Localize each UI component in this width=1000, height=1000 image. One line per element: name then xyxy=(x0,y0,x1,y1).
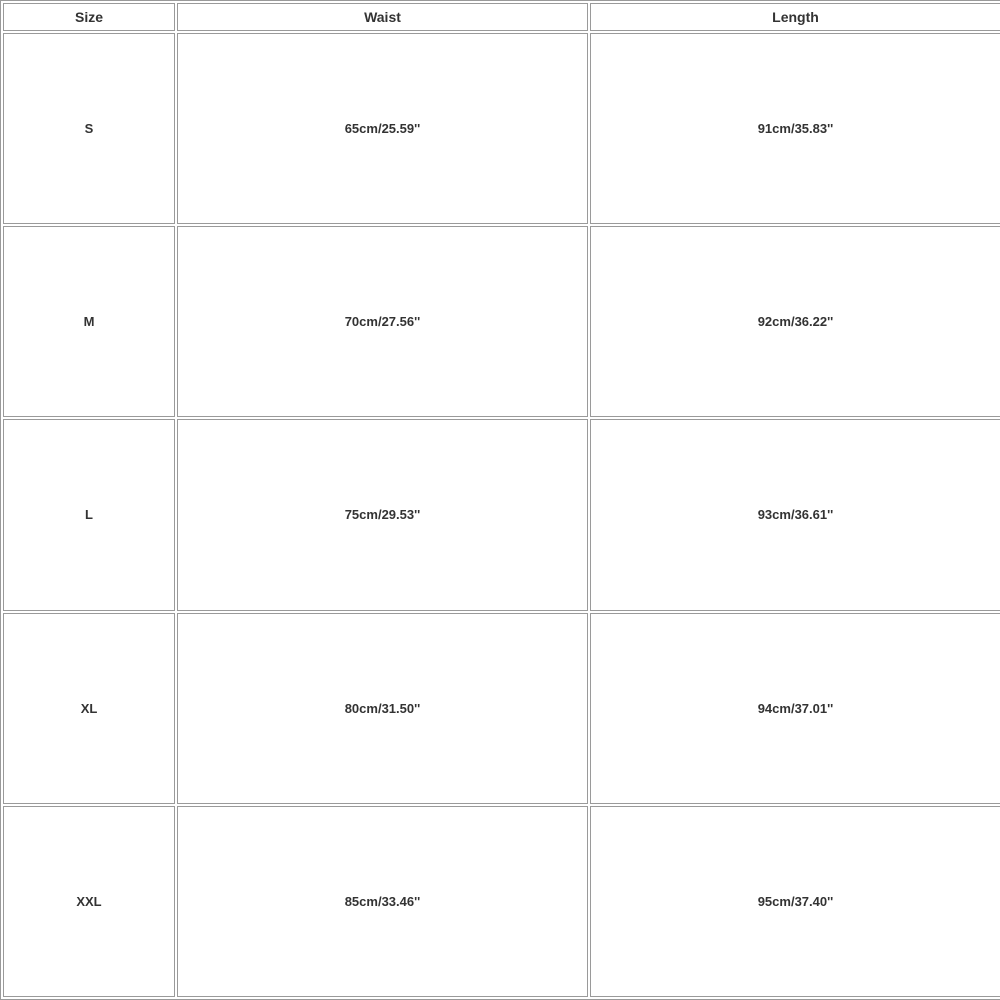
header-row xyxy=(3,3,1000,31)
cell-length: 91cm/35.83'' xyxy=(590,33,1000,224)
cell-size: S xyxy=(3,33,175,224)
cell-size: L xyxy=(3,419,175,610)
cell-length: 95cm/37.40'' xyxy=(590,806,1000,997)
table-body xyxy=(3,33,1000,997)
cell-waist: 85cm/33.46'' xyxy=(177,806,588,997)
header-length: Length xyxy=(590,3,1000,31)
header-waist: Waist xyxy=(177,3,588,31)
table-row xyxy=(3,226,1000,417)
table-header xyxy=(3,3,1000,31)
table-row xyxy=(3,419,1000,610)
cell-length: 93cm/36.61'' xyxy=(590,419,1000,610)
cell-size: XXL xyxy=(3,806,175,997)
cell-size: XL xyxy=(3,613,175,804)
header-size: Size xyxy=(3,3,175,31)
table-row xyxy=(3,806,1000,997)
cell-waist: 65cm/25.59'' xyxy=(177,33,588,224)
table-row xyxy=(3,613,1000,804)
cell-waist: 70cm/27.56'' xyxy=(177,226,588,417)
cell-waist: 80cm/31.50'' xyxy=(177,613,588,804)
cell-waist: 75cm/29.53'' xyxy=(177,419,588,610)
cell-size: M xyxy=(3,226,175,417)
table-row xyxy=(3,33,1000,224)
cell-length: 94cm/37.01'' xyxy=(590,613,1000,804)
cell-length: 92cm/36.22'' xyxy=(590,226,1000,417)
